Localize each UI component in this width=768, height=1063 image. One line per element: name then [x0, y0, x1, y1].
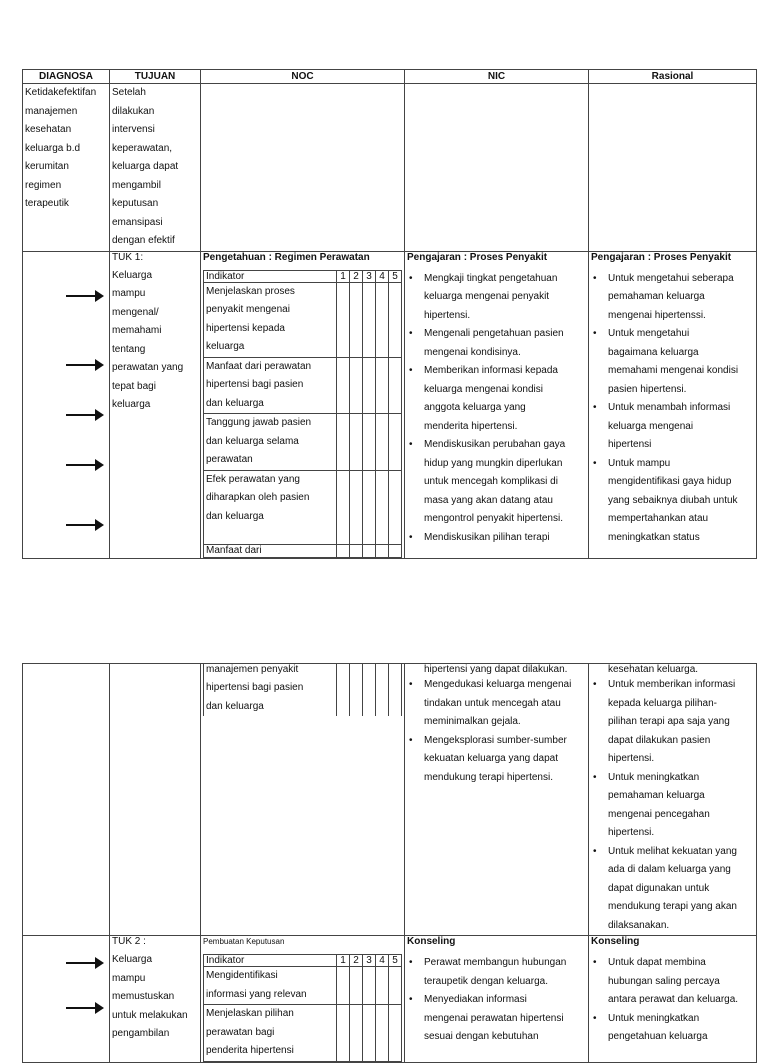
text-line: pemahaman keluarga [608, 291, 705, 302]
text-line: intervensi [112, 124, 155, 135]
table-row [23, 84, 757, 252]
text-line: memahami mengenai kondisi [608, 365, 739, 376]
score-1: 1 [337, 270, 350, 282]
text-line: dilakukan [112, 105, 155, 117]
bullet: • [409, 994, 413, 1005]
arrow-right-icon [66, 290, 104, 302]
score-cell [363, 282, 376, 357]
score-cell [376, 967, 389, 1005]
score-cell [350, 470, 363, 545]
score-cell [389, 282, 402, 357]
indicator-label: Indikator [204, 270, 337, 282]
diagnosa-cell [23, 936, 110, 1063]
score-cell [389, 470, 402, 545]
text-line: mendukung terapi hipertensi. [424, 771, 553, 783]
score-cell [337, 664, 350, 716]
score-cell [363, 357, 376, 414]
text-line: mengenai pencegahan [608, 808, 710, 820]
score-cell [376, 282, 389, 357]
score-cell [376, 1005, 389, 1062]
text-line: Mengkaji tingkat pengetahuan [424, 272, 558, 284]
score-cell [337, 282, 350, 357]
score-cell [337, 545, 350, 558]
score-4: 4 [376, 270, 389, 282]
text-line: penyakit mengenai [206, 304, 290, 315]
list-item [591, 399, 754, 455]
text-line: mengenai perawatan hipertensi [424, 1012, 564, 1024]
text-line: mendukung terapi yang akan [608, 901, 737, 912]
text-line: hipertensi. [608, 827, 655, 838]
text-line: dapat dilakukan pasien [608, 734, 711, 746]
text-line: pengetahuan keluarga [608, 1031, 708, 1042]
text-line: Ketidakefektifan [25, 87, 97, 98]
noc-title: Pengetahuan : Regimen Perawatan [203, 251, 370, 263]
bullet: • [409, 679, 413, 690]
indicator-row [204, 545, 402, 558]
text-line: Keluarga [112, 269, 153, 281]
rasional-list [591, 676, 754, 935]
text-line: memustuskan [112, 991, 175, 1002]
bullet: • [593, 771, 597, 783]
text-line: kesehatan keluarga. [608, 664, 699, 675]
text-line: meningkatkan status [608, 531, 700, 543]
nic-list [407, 954, 586, 1047]
text-line: hubungan saling percaya [608, 975, 720, 987]
score-cell [389, 1005, 402, 1062]
indicator-header-row [204, 955, 402, 967]
arrow-right-icon [66, 519, 104, 531]
header-noc: NOC [201, 70, 405, 84]
score-cell [363, 664, 376, 716]
list-item [591, 270, 754, 326]
arrow-right-icon [66, 409, 104, 421]
list-item [407, 325, 586, 362]
bullet: • [409, 734, 413, 746]
arrow-right-icon [66, 957, 104, 969]
text-line: tentang [112, 343, 146, 355]
score-cell [350, 664, 363, 716]
text-line: mengenai kondisinya. [424, 346, 521, 358]
tujuan-cell [110, 251, 201, 559]
list-item [407, 362, 586, 436]
indicator-table [203, 270, 402, 559]
text-line: antara perawat dan keluarga. [608, 994, 739, 1005]
bullet: • [593, 402, 597, 413]
text-line: regimen [25, 179, 62, 191]
text-line: keputusan [112, 198, 159, 209]
text-line: tindakan untuk mencegah atau [424, 697, 561, 709]
list-item [591, 676, 754, 769]
text-line: hipertensi. [424, 309, 471, 321]
rasional-list [591, 954, 754, 1047]
text-line: hipertensi. [608, 753, 655, 764]
bullet: • [593, 679, 597, 690]
noc-cell [201, 84, 405, 252]
tujuan-cell [110, 664, 201, 936]
indicator-row [204, 414, 402, 471]
text-line: pengambilan [112, 1028, 170, 1039]
list-item [591, 1010, 754, 1047]
text-line: mengenai hipertenssi. [608, 309, 706, 321]
text-line: Untuk melihat kekuatan yang [608, 845, 737, 857]
diagnosa-cell [23, 664, 110, 936]
indicator-row [204, 470, 402, 545]
text-line: masa yang akan datang atau [424, 494, 553, 506]
bullet: • [409, 365, 413, 376]
text-line: Mendiskusikan perubahan gaya [424, 439, 566, 450]
text-line: Manfaat dari [206, 545, 262, 556]
bullet: • [593, 457, 597, 469]
score-cell [350, 545, 363, 558]
text-line: memahami [112, 325, 162, 336]
score-cell [376, 664, 389, 716]
score-cell [363, 470, 376, 545]
text-line: TUK 1: [112, 251, 144, 263]
text-line: Untuk mengetahui [608, 328, 690, 339]
indicator-text [204, 664, 337, 716]
rasional-title: Pengajaran : Proses Penyakit [591, 251, 732, 263]
text-line: keluarga mengenai kondisi [424, 383, 543, 395]
score-cell [376, 545, 389, 558]
nic-cell [405, 936, 589, 1063]
header-row [23, 70, 757, 84]
text-line: bagaimana keluarga [608, 346, 699, 358]
score-cell [337, 967, 350, 1005]
noc-cell [201, 936, 405, 1063]
score-5: 5 [389, 270, 402, 282]
list-item [591, 843, 754, 936]
score-cell [363, 545, 376, 558]
text-line: keluarga mengenai [608, 420, 694, 432]
text-line: penderita hipertensi [206, 1045, 294, 1056]
score-cell [337, 1005, 350, 1062]
text-line: Menyediakan informasi [424, 994, 527, 1005]
text-line: kepada keluarga pilihan- [608, 697, 717, 709]
text-line: anggota keluarga yang [424, 402, 526, 413]
text-line: dan keluarga [206, 700, 264, 712]
list-item [591, 455, 754, 548]
bullet: • [593, 845, 597, 857]
text-line: Menjelaskan pilihan [206, 1008, 294, 1019]
indicator-row [204, 357, 402, 414]
score-cell [350, 414, 363, 471]
indicator-text [204, 414, 337, 471]
text-line: manajemen [25, 105, 78, 117]
text-line: kerumitan [25, 161, 69, 172]
text-line: mengontrol penyakit hipertensi. [424, 513, 563, 524]
text-line: menderita hipertensi. [424, 420, 518, 432]
text-line: dapat digunakan untuk [608, 882, 710, 894]
score-4: 4 [376, 955, 389, 967]
score-5: 5 [389, 955, 402, 967]
text-line: mempertahankan atau [608, 513, 709, 524]
text-line: hipertensi yang dapat dilakukan. [424, 664, 568, 675]
text-line: sesuai dengan kebutuhan [424, 1031, 539, 1042]
text-line: mengidentifikasi gaya hidup [608, 476, 732, 487]
score-3: 3 [363, 955, 376, 967]
text-line: Menjelaskan proses [206, 285, 295, 297]
text-line: perawatan bagi [206, 1026, 275, 1038]
bullet: • [409, 957, 413, 968]
text-line: perawatan [206, 454, 253, 465]
text-line: pasien hipertensi. [608, 383, 687, 395]
score-cell [363, 414, 376, 471]
table-row [23, 251, 757, 559]
text-line: mengenal/ [112, 306, 159, 318]
nic-list [407, 676, 586, 787]
text-line: mampu [112, 288, 146, 299]
rasional-cell [589, 251, 757, 559]
indicator-text [204, 470, 337, 545]
rasional-title: Konseling [591, 936, 640, 947]
text-line: Untuk memberikan informasi [608, 679, 736, 690]
text-line: Untuk menambah informasi [608, 402, 731, 413]
header-tujuan: TUJUAN [110, 70, 201, 84]
text-line: perawatan yang [112, 362, 184, 373]
text-line: dan keluarga [206, 510, 264, 522]
list-item [407, 676, 586, 732]
score-cell [389, 967, 402, 1005]
text-line: tepat bagi [112, 380, 156, 392]
score-cell [363, 1005, 376, 1062]
text-line: yang sebaiknya diubah untuk [608, 494, 738, 506]
text-line: untuk mencegah komplikasi di [424, 476, 558, 487]
nic-cell [405, 664, 589, 936]
list-item [407, 529, 586, 548]
tujuan-cell [110, 84, 201, 252]
text-line: keluarga [112, 399, 151, 410]
score-cell [337, 414, 350, 471]
text-line: Untuk meningkatkan [608, 771, 700, 783]
score-2: 2 [350, 955, 363, 967]
text-line: meminimalkan gejala. [424, 716, 521, 727]
text-line: Memberikan informasi kepada [424, 365, 558, 376]
text-line: hipertensi bagi pasien [206, 682, 304, 693]
score-cell [337, 357, 350, 414]
score-cell [389, 414, 402, 471]
list-item [407, 436, 586, 529]
indicator-table [203, 664, 402, 716]
tujuan-cell [110, 936, 201, 1063]
text-line: hidup yang mungkin diperlukan [424, 457, 563, 469]
rasional-list [591, 270, 754, 548]
text-line: mampu [112, 972, 146, 984]
score-cell [337, 470, 350, 545]
indicator-row [204, 1005, 402, 1062]
bullet: • [409, 439, 413, 450]
list-item [407, 270, 586, 326]
text-line: kesehatan [25, 124, 72, 135]
text-line: keluarga dapat [112, 161, 179, 172]
score-2: 2 [350, 270, 363, 282]
text-line: hipertensi [608, 439, 652, 450]
text-line: untuk melakukan [112, 1009, 188, 1021]
indicator-row [204, 664, 402, 716]
bullet: • [593, 272, 597, 284]
nic-cell [405, 84, 589, 252]
text-line: Untuk mampu [608, 457, 671, 469]
text-line: dan keluarga [206, 397, 264, 409]
header-nic: NIC [405, 70, 589, 84]
indicator-table [203, 954, 402, 1062]
score-cell [350, 282, 363, 357]
bullet: • [593, 957, 597, 968]
nic-title: Konseling [407, 936, 456, 947]
score-cell [376, 414, 389, 471]
text-line: Perawat membangun hubungan [424, 957, 567, 968]
text-line: dan keluarga selama [206, 435, 299, 447]
bullet: • [409, 328, 413, 339]
text-line: kekuatan keluarga yang dapat [424, 753, 558, 764]
header-rasional: Rasional [589, 70, 757, 84]
text-line: Mengidentifikasi [206, 970, 278, 981]
text-line: hipertensi kepada [206, 322, 285, 334]
text-line: Efek perawatan yang [206, 473, 300, 485]
score-cell [389, 357, 402, 414]
text-line: Untuk mengetahui seberapa [608, 272, 734, 284]
indicator-text [204, 545, 337, 558]
list-item [591, 325, 754, 399]
care-plan-table-page-1 [22, 69, 757, 559]
indicator-label: Indikator [204, 955, 337, 967]
indicator-row [204, 967, 402, 1005]
list-item [591, 954, 754, 1010]
score-cell [376, 470, 389, 545]
text-line: TUK 2 : [112, 936, 146, 947]
text-line [206, 526, 334, 544]
noc-title: Pembuatan Keputusan [203, 937, 285, 946]
text-line: keluarga mengenai penyakit [424, 291, 550, 302]
bullet: • [593, 328, 597, 339]
text-line: pemahaman keluarga [608, 790, 705, 801]
header-diagnosa: DIAGNOSA [23, 70, 110, 84]
text-line: teraupetik dengan keluarga. [424, 975, 548, 987]
text-line: keluarga [206, 341, 245, 352]
bullet: • [409, 531, 413, 543]
text-line: dengan efektif [112, 235, 175, 246]
score-cell [350, 357, 363, 414]
indicator-text [204, 282, 337, 357]
text-line: keperawatan, [112, 142, 173, 154]
score-cell [363, 967, 376, 1005]
noc-cell [201, 664, 405, 936]
text-line: Manfaat dari perawatan [206, 360, 312, 372]
nic-cell [405, 251, 589, 559]
text-line: ada di dalam keluarga yang [608, 864, 731, 875]
text-line: keluarga b.d [25, 142, 81, 154]
text-line: terapeutik [25, 198, 69, 209]
indicator-row [204, 282, 402, 357]
noc-cell [201, 251, 405, 559]
rasional-cell [589, 936, 757, 1063]
care-plan-table-page-2 [22, 663, 757, 1063]
arrow-right-icon [66, 1002, 104, 1014]
text-line: Mendiskusikan pilihan terapi [424, 531, 550, 543]
text-line: Tanggung jawab pasien [206, 417, 312, 428]
score-cell [350, 1005, 363, 1062]
score-1: 1 [337, 955, 350, 967]
text-line: Untuk meningkatkan [608, 1012, 700, 1024]
text-line: informasi yang relevan [206, 988, 307, 1000]
text-line: Mengeksplorasi sumber-sumber [424, 734, 567, 746]
arrow-right-icon [66, 459, 104, 471]
list-item [407, 732, 586, 788]
table-row [23, 664, 757, 936]
score-cell [350, 967, 363, 1005]
rasional-cell [589, 664, 757, 936]
text-line: hipertensi bagi pasien [206, 379, 304, 390]
list-item [407, 954, 586, 991]
bullet: • [409, 272, 413, 284]
text-line: Mengedukasi keluarga mengenai [424, 679, 572, 690]
score-cell [376, 357, 389, 414]
arrow-right-icon [66, 359, 104, 371]
text-line: dilaksanakan. [608, 919, 670, 931]
table-row [23, 936, 757, 1063]
score-cell [389, 664, 402, 716]
indicator-text [204, 1005, 337, 1062]
score-3: 3 [363, 270, 376, 282]
diagnosa-cell [23, 84, 110, 252]
list-item [591, 769, 754, 843]
text-line: Untuk dapat membina [608, 957, 706, 968]
text-line: Mengenali pengetahuan pasien [424, 328, 564, 339]
text-line: manajemen penyakit [206, 664, 299, 675]
indicator-text [204, 357, 337, 414]
text-line: Setelah [112, 87, 146, 98]
bullet: • [593, 1012, 597, 1024]
indicator-text [204, 967, 337, 1005]
nic-title: Pengajaran : Proses Penyakit [407, 251, 548, 263]
score-cell [389, 545, 402, 558]
text-line: Keluarga [112, 954, 153, 965]
text-line: mengambil [112, 179, 161, 191]
list-item [407, 991, 586, 1047]
rasional-cell [589, 84, 757, 252]
nic-list [407, 270, 586, 548]
text-line: diharapkan oleh pasien [206, 492, 310, 503]
text-line: emansipasi [112, 216, 163, 228]
text-line: pilihan terapi apa saja yang [608, 716, 730, 727]
indicator-header-row [204, 270, 402, 282]
